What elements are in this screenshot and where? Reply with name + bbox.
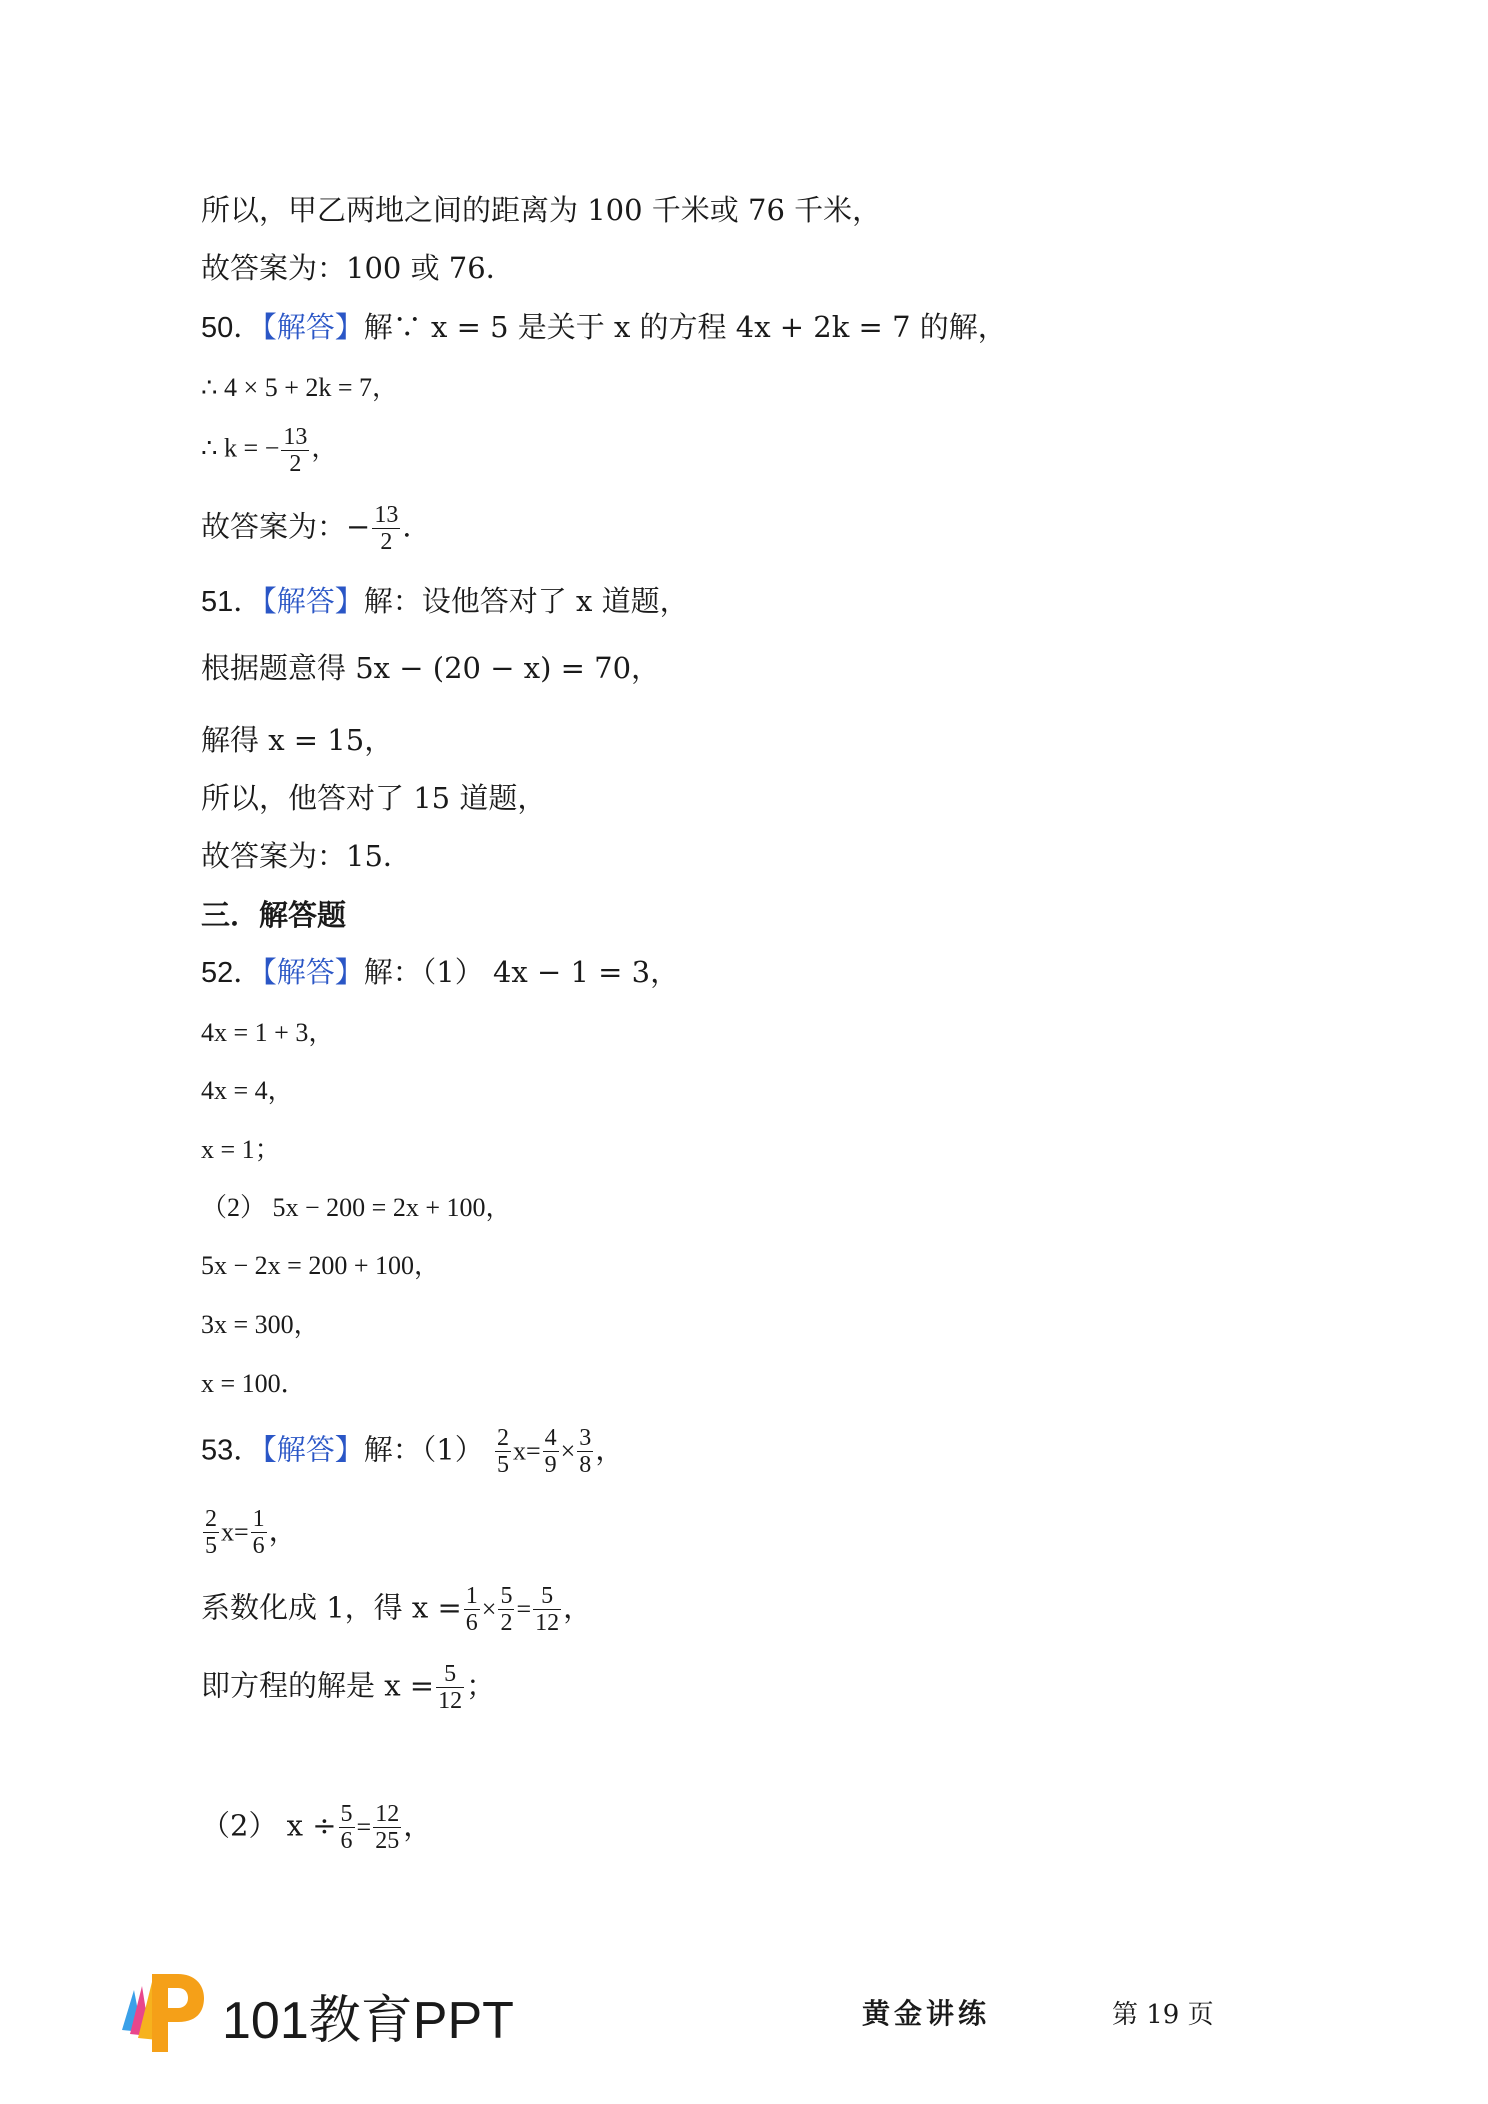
answer-tag: 【解答】 [262,310,364,344]
problem-53: 53．【解答】解：（1） $\frac{2}{5}$ x= $\frac{4}{9}$ × $\frac{3}{8}$ ， [201,1425,625,1478]
fraction: $\frac{12}{25}$ [375,1801,400,1854]
answer-tag: 【解答】 [262,955,364,989]
fraction: $\frac{13}{2}$ [374,502,399,555]
footer-title: 黄金讲练 [862,1997,991,2030]
fraction: $\frac{13}{2}$ [283,424,308,477]
fraction: $\frac{5}{2}$ [500,1583,513,1636]
text-line: 根据题意得 5x − (20 − x) = 70， [201,651,661,685]
problem-number: 50． [201,312,263,344]
brand-name: 101教育PPT [222,1992,514,2050]
fraction: $\frac{5}{12}$ [535,1583,560,1636]
problem-text: 解∵ x = 5 是关于 x 的方程 4x + 2k = 7 的解， [363,310,1007,344]
fraction: $\frac{1}{6}$ [465,1583,478,1636]
text-line: 系数化成 1，得 x = $\frac{1}{6}$ × $\frac{5}{2}$ = $\frac{5}{12}$ ， [201,1583,593,1636]
text-line: 4x = 1 + 3， [201,1018,335,1047]
page-number: 第 19 页 [1112,2000,1214,2030]
text-line: 3x = 300， [201,1310,320,1339]
problem-51 [201,581,689,622]
text-line: 5x − 2x = 200 + 100， [201,1251,440,1280]
problem-text: 解：（1） [363,1432,484,1467]
fraction: $\frac{5}{12}$ [438,1661,463,1714]
punct: ． [402,509,432,544]
problem-50 [201,307,1007,348]
fraction: $\frac{2}{5}$ [205,1506,217,1559]
punct: ， [311,433,338,463]
problem-text: 解：（1） 4x − 1 = 3， [363,955,680,989]
text-line: x = 100． [201,1369,307,1398]
text-line: 故答案为：15． [201,839,412,873]
text-line: （2） 5x − 200 = 2x + 100， [201,1193,512,1222]
text-line: 4x = 4， [201,1076,294,1105]
text-line: 故答案为：100 或 76． [201,251,515,285]
fraction: $\frac{3}{8}$ [579,1425,592,1478]
text-line: 所以，甲乙两地之间的距离为 100 千米或 76 千米， [201,193,882,227]
answer-tag: 【解答】 [262,1432,364,1467]
text-line: x = 1； [201,1135,281,1164]
text-line: 即方程的解是 x = $\frac{5}{12}$ ； [201,1661,496,1714]
text-line: 解得 x = 15， [201,723,394,757]
text-line [201,424,337,477]
expr: 故答案为：− [201,509,371,544]
problem-text: 解：设他答对了 x 道题， [363,584,689,618]
problem-number: 53． [201,1434,263,1467]
text-line: ∴ 4 × 5 + 2k = 7， [201,373,399,402]
expr: ∴ k = − [201,433,280,463]
text-line [201,502,431,555]
text-line: $\frac{2}{5}$ x= $\frac{1}{6}$ ， [205,1506,298,1559]
section-heading: 三．解答题 [201,898,347,932]
fraction: $\frac{1}{6}$ [252,1506,265,1559]
text-line: （2） x ÷ $\frac{5}{6}$ = $\frac{12}{25}$ ， [201,1801,433,1854]
problem-number: 52． [201,957,263,989]
fraction: $\frac{5}{6}$ [340,1801,353,1854]
problem-number: 51． [201,586,263,618]
brand-logo-icon [112,1960,208,2056]
problem-52 [201,952,679,993]
answer-tag: 【解答】 [262,584,364,618]
fraction: $\frac{2}{5}$ [496,1425,509,1478]
text-line: 所以，他答对了 15 道题， [201,781,547,815]
fraction: $\frac{4}{9}$ [544,1425,557,1478]
